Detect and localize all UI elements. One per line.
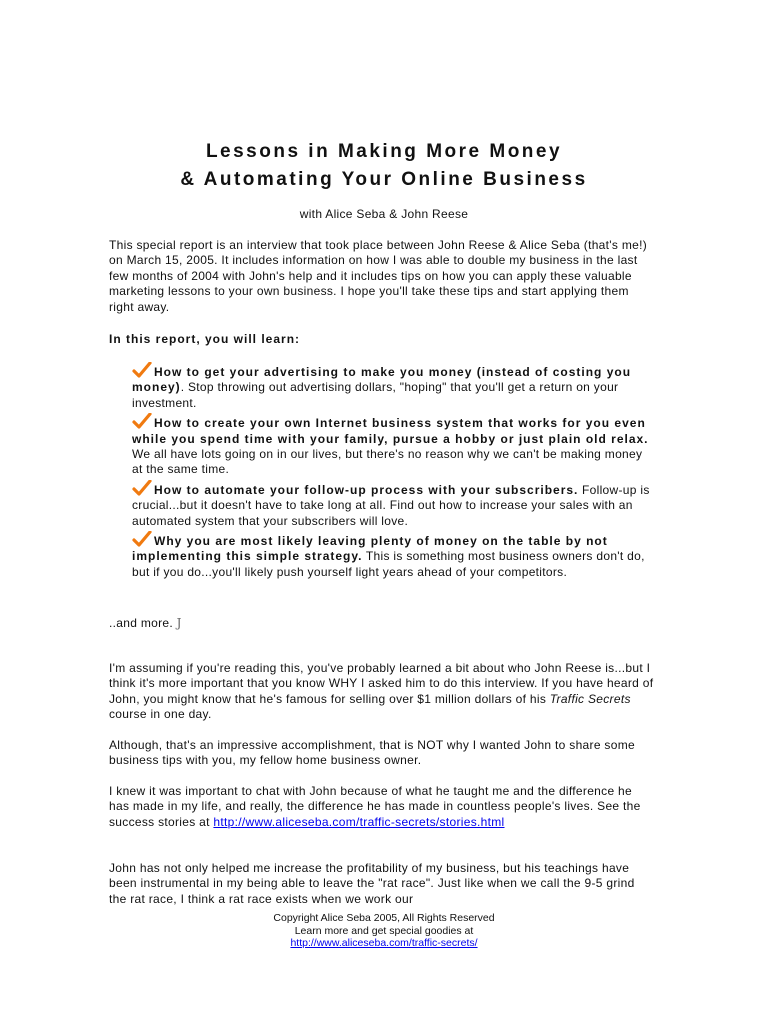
list-item-text: . Stop throwing out advertising dollars, "hoping" that you'll get a return on your investment. bbox=[132, 380, 619, 410]
byline: with Alice Seba & John Reese bbox=[299, 207, 469, 221]
page-footer bbox=[0, 912, 768, 950]
success-stories-link[interactable]: http://www.aliceseba.com/traffic-secrets/stories.html bbox=[213, 814, 505, 829]
paragraph-success-stories bbox=[109, 784, 655, 830]
checkmark-icon bbox=[132, 413, 152, 429]
and-more-text: ..and more. bbox=[109, 616, 177, 630]
paragraph-traffic-secrets bbox=[109, 661, 655, 723]
list-item-text: We all have lots going on in our lives, but there's no reason why we can't be making money at the same time. bbox=[132, 447, 643, 477]
list-item-text: This is something most business owners don't do, but if you do...you'll likely push yourself light years ahead of your competitors. bbox=[132, 549, 645, 579]
paragraph-text: I'm assuming if you're reading this, you've probably learned a bit about who John Reese is...but I think it's more important that you know WHY I asked him to do this interview. If you have heard of John, you might know that he's famous for selling over $1 million dollars of his bbox=[109, 661, 654, 706]
list-item-bold: Why you are most likely leaving plenty of money on the table by not implementing this simple strategy. bbox=[132, 534, 608, 564]
and-more-line bbox=[109, 616, 655, 631]
paragraph-text: I knew it was important to chat with John because of what he taught me and the difference he has made in my life, and really, the difference he has made in countless people's lives. See the success stories at bbox=[109, 784, 641, 829]
document-title-line-2: & Automating Your Online Business bbox=[180, 169, 588, 190]
list-item-bold: How to create your own Internet business system that works for you even while you spend time with your family, pursue a hobby or just plain old relax. bbox=[132, 416, 649, 446]
checkmark-icon bbox=[132, 480, 152, 496]
document-title-line-1: Lessons in Making More Money bbox=[205, 141, 563, 162]
footer-link[interactable]: http://www.aliceseba.com/traffic-secrets/ bbox=[290, 937, 478, 949]
list-item bbox=[132, 480, 656, 529]
smiley-glyph: J bbox=[176, 616, 182, 630]
learn-list bbox=[132, 362, 656, 582]
paragraph-text: course in one day. bbox=[109, 707, 212, 722]
list-item-bold: How to get your advertising to make you money (instead of costing you money) bbox=[132, 365, 632, 395]
paragraph-rat-race: John has not only helped me increase the profitability of my business, but his teachings have been instrumental in my being able to leave the "rat race". Just like when we call the 9-5 grind the rat race, I think a rat race exists when we work our bbox=[109, 861, 635, 906]
learn-more-text: Learn more and get special goodies at bbox=[294, 924, 474, 937]
paragraph-accomplishment: Although, that's an impressive accomplishment, that is NOT why I wanted John to share some business tips with you, my fellow home business owner. bbox=[109, 738, 635, 768]
list-item-bold: How to automate your follow-up process with your subscribers. bbox=[154, 482, 579, 497]
learn-heading: In this report, you will learn: bbox=[109, 332, 301, 346]
list-item bbox=[132, 531, 656, 580]
list-item bbox=[132, 413, 656, 478]
checkmark-icon bbox=[132, 362, 152, 378]
course-title: Traffic Secrets bbox=[549, 691, 631, 706]
list-item-text: Follow-up is crucial...but it doesn't have to take long at all. Find out how to increase your sales with an automated system that your subscribers will love. bbox=[132, 482, 650, 528]
checkmark-icon bbox=[132, 531, 152, 547]
copyright-text: Copyright Alice Seba 2005, All Rights Reserved bbox=[273, 912, 495, 924]
list-item bbox=[132, 362, 656, 411]
intro-paragraph: This special report is an interview that took place between John Reese & Alice Seba (that's me!) on March 15, 2005. It includes information on how I was able to double my business in the last few months of 2004 with John's help and it includes tips on how you can apply these valuable marketing lessons to your own business. I hope you'll take these tips and start applying them right away. bbox=[109, 238, 648, 314]
